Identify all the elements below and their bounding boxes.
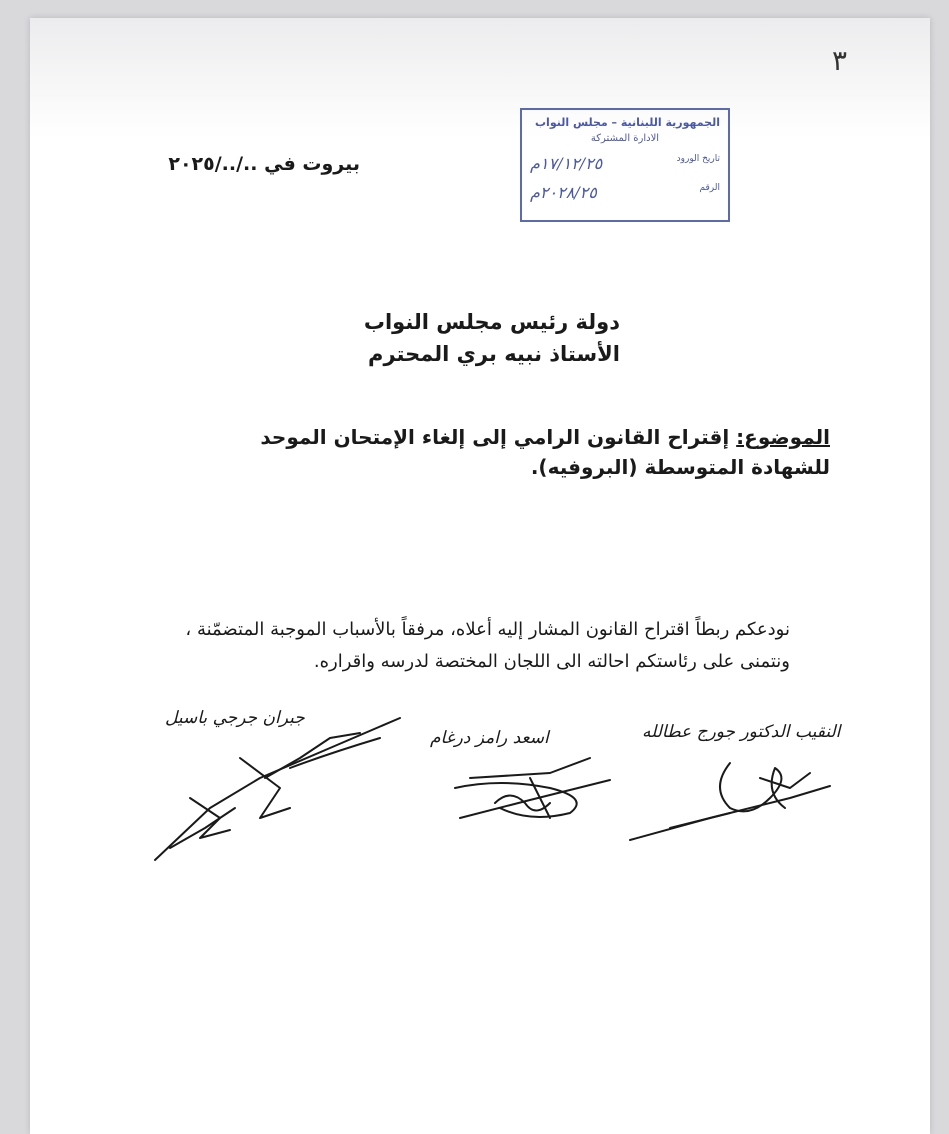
signature-3 xyxy=(630,763,830,840)
stamp-number-value: ٢٠٢٨/٢٥م xyxy=(530,183,597,202)
signatory-name-2: اسعد رامز درغام xyxy=(430,728,549,748)
date-line: بيروت في ../../٢٠٢٥ xyxy=(168,153,360,175)
stamp-title: الجمهورية اللبنانية – مجلس النواب xyxy=(535,116,720,129)
subject-label: الموضوع: xyxy=(736,425,830,449)
stamp-date-value: ١٧/١٢/٢٥م xyxy=(530,154,603,173)
document-page xyxy=(30,18,930,1134)
signature-1 xyxy=(155,718,400,860)
body-paragraph: نودعكم ربطاً اقتراح القانون المشار إليه أعلاه، مرفقاً بالأسباب الموجبة المتضمّنة ، ونتمنى على رئاستكم احالته الى اللجان المختصة لدرسه واقراره. xyxy=(185,619,790,672)
signatory-name-1: جبران جرجي باسيل xyxy=(165,708,305,728)
signature-2 xyxy=(455,758,610,818)
subject-text: إقتراح القانون الرامي إلى إلغاء الإمتحان الموحد للشهادة المتوسطة (البروفيه). xyxy=(260,425,830,479)
addressee-name: الأستاذ نبيه بري المحترم xyxy=(368,342,620,366)
stamp-number-label: الرقم xyxy=(699,183,720,193)
stamp-date-label: تاريخ الورود xyxy=(676,154,720,164)
addressee-title: دولة رئيس مجلس النواب xyxy=(363,310,620,334)
stamp-department: الادارة المشتركة xyxy=(590,133,660,144)
signatures xyxy=(30,18,930,1134)
page-number: ٣ xyxy=(832,44,848,77)
signatory-name-3: النقيب الدكتور جورج عطالله xyxy=(642,722,841,742)
